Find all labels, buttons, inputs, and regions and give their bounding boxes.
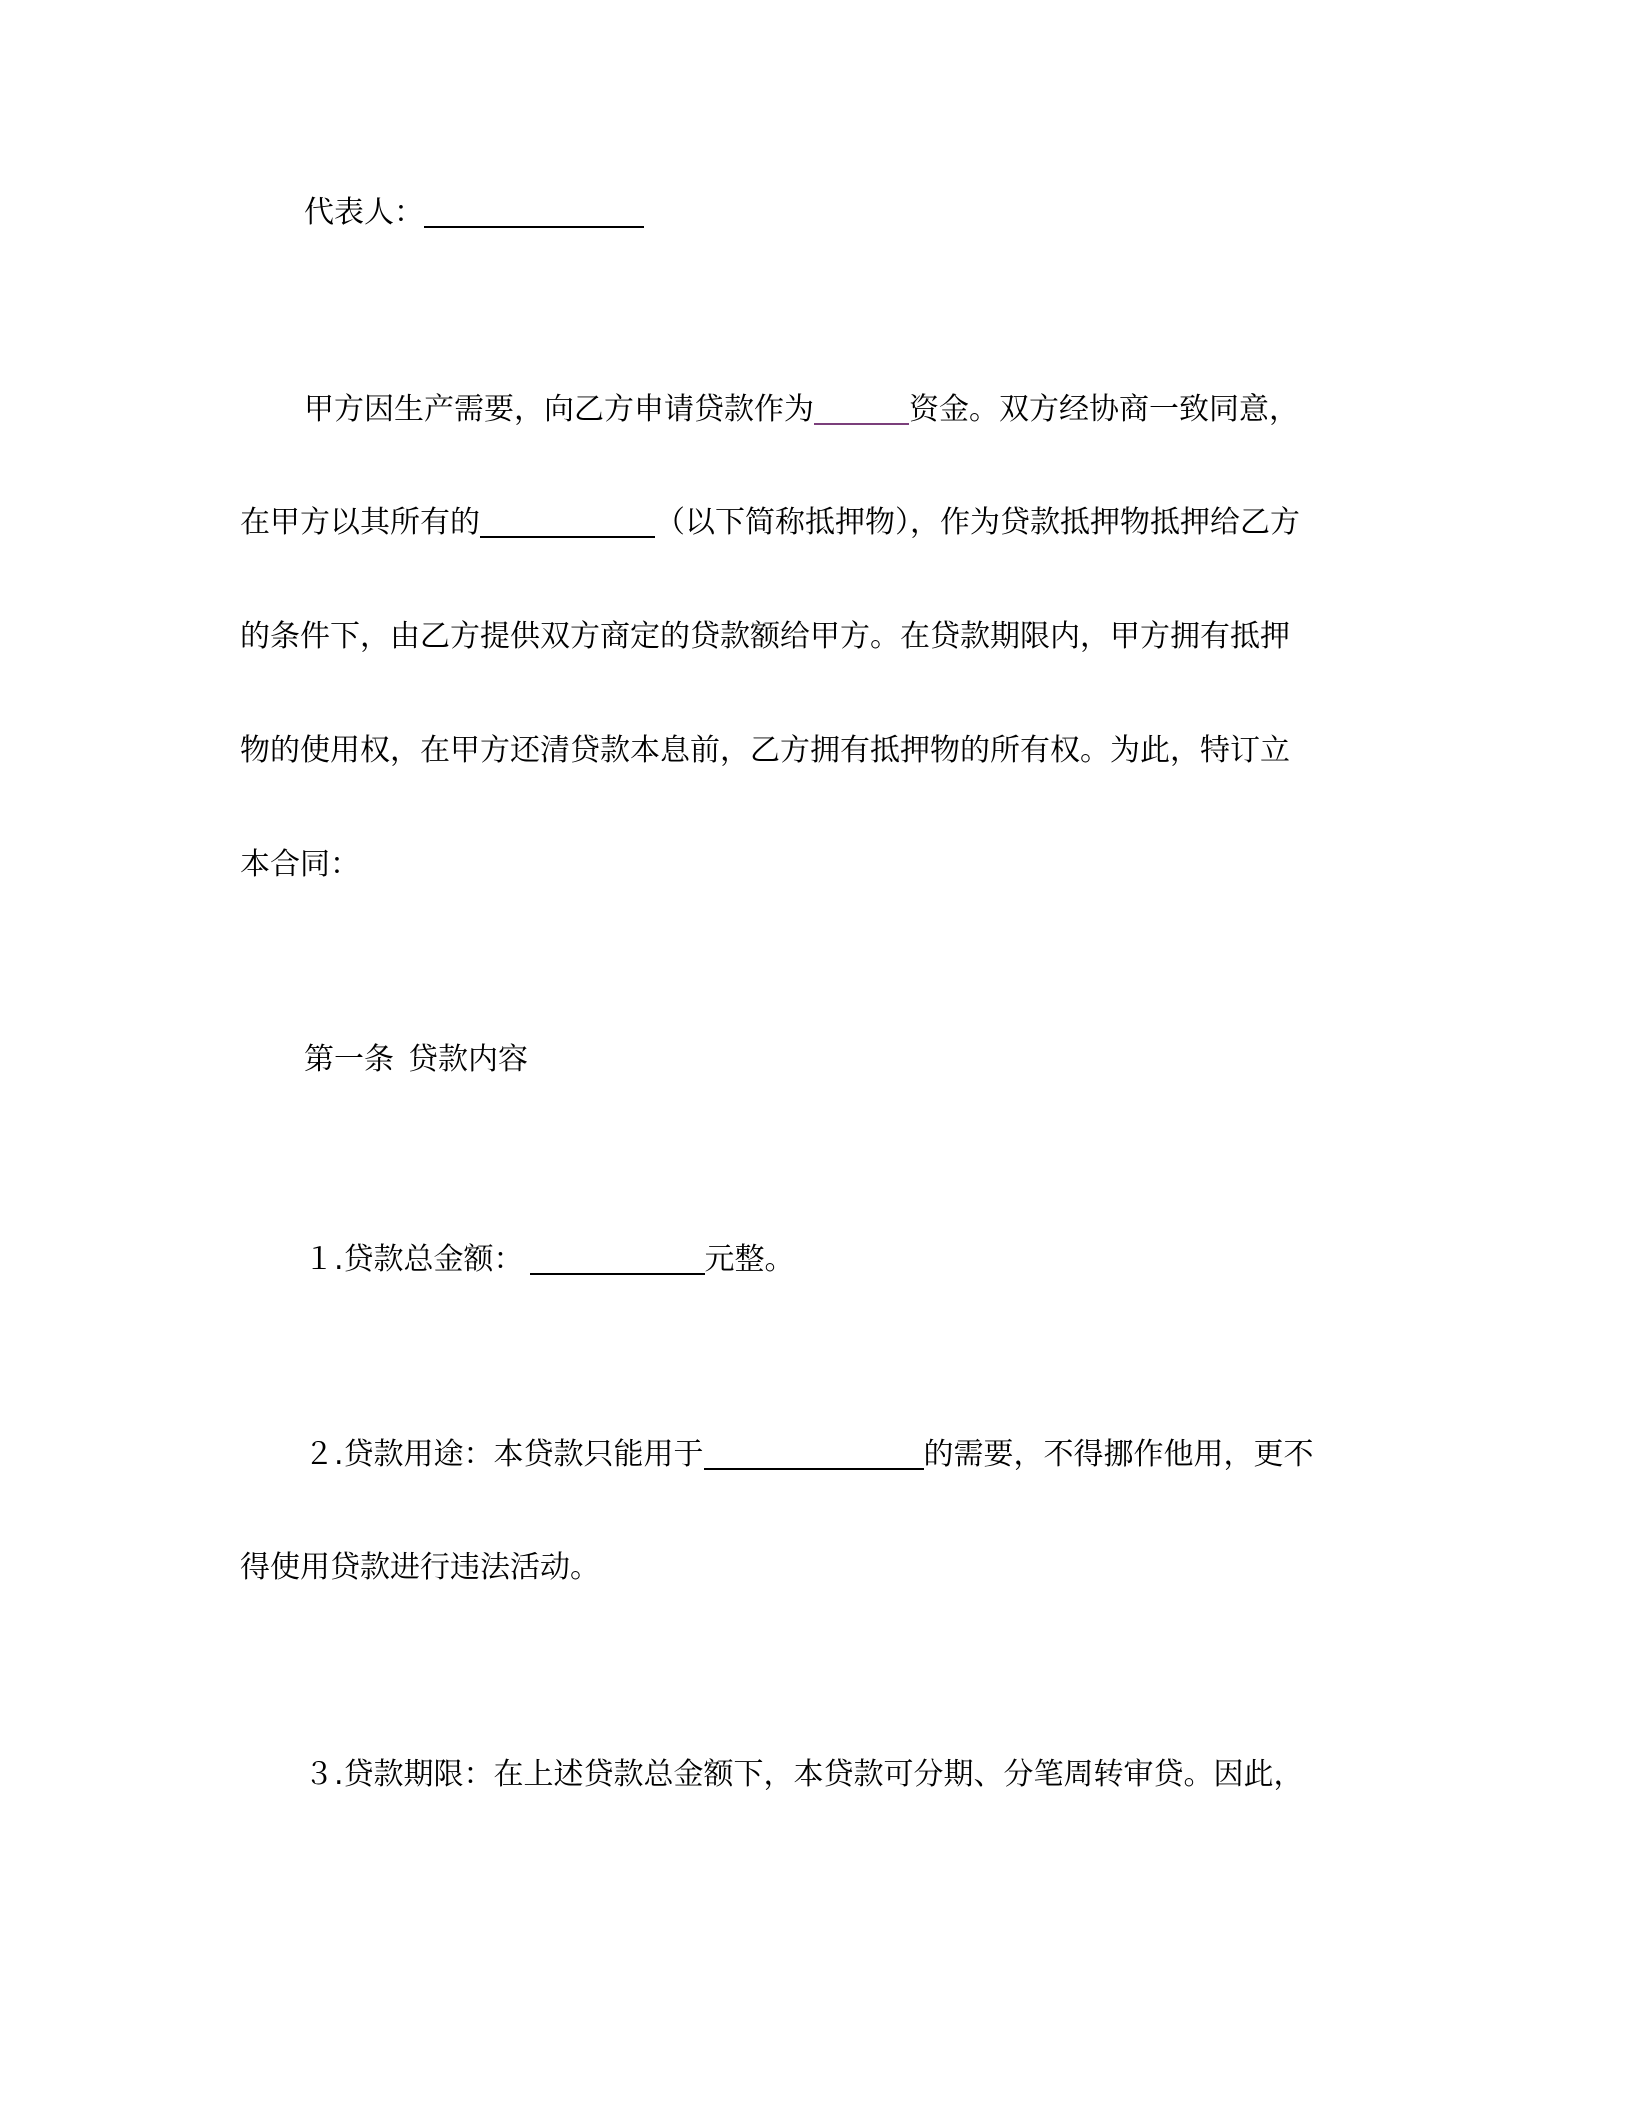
- preamble-line-3: 的条件下，由乙方提供双方商定的贷款额给甲方。在贷款期限内，甲方拥有抵押: [240, 619, 1290, 654]
- preamble-line-1-end: 资金。双方经协商一致同意，: [909, 392, 1299, 427]
- preamble-line-1-start: 甲方因生产需要，向乙方申请贷款作为: [304, 392, 814, 427]
- preamble-line-2-end: （以下简称抵押物），作为贷款抵押物抵押给乙方: [655, 505, 1300, 540]
- fund-purpose-blank: [814, 391, 909, 425]
- article-1-title: 贷款内容: [408, 1042, 528, 1077]
- preamble-line-1: [304, 390, 1299, 430]
- item-1-label: １.贷款总金额：: [304, 1242, 524, 1277]
- item-2-line-1: [304, 1435, 1314, 1475]
- item-2-suffix: 的需要，不得挪作他用，更不: [923, 1437, 1314, 1472]
- article-1-number: 第一条: [304, 1042, 394, 1077]
- item-3-line: ３.贷款期限：在上述贷款总金额下，本贷款可分期、分笔周转审贷。因此，: [304, 1757, 1304, 1792]
- preamble-line-2-start: 在甲方以其所有的: [240, 505, 480, 540]
- item-2-label: ２.贷款用途：本贷款只能用于: [304, 1437, 704, 1472]
- preamble-line-4: 物的使用权，在甲方还清贷款本息前，乙方拥有抵押物的所有权。为此，特订立: [240, 733, 1290, 768]
- loan-amount-blank: [530, 1241, 705, 1275]
- item-1-suffix: 元整。: [704, 1242, 795, 1277]
- loan-use-blank: [704, 1436, 924, 1470]
- item-1-line: [304, 1240, 795, 1280]
- representative-label: 代表人：: [304, 195, 424, 230]
- representative-line: [304, 193, 644, 233]
- collateral-blank: [480, 504, 655, 538]
- item-2-line-2: 得使用贷款进行违法活动。: [240, 1550, 600, 1585]
- preamble-line-2: [240, 503, 1300, 543]
- article-1-heading: [304, 1040, 528, 1080]
- representative-blank: [424, 194, 644, 228]
- preamble-line-5: 本合同：: [240, 847, 360, 882]
